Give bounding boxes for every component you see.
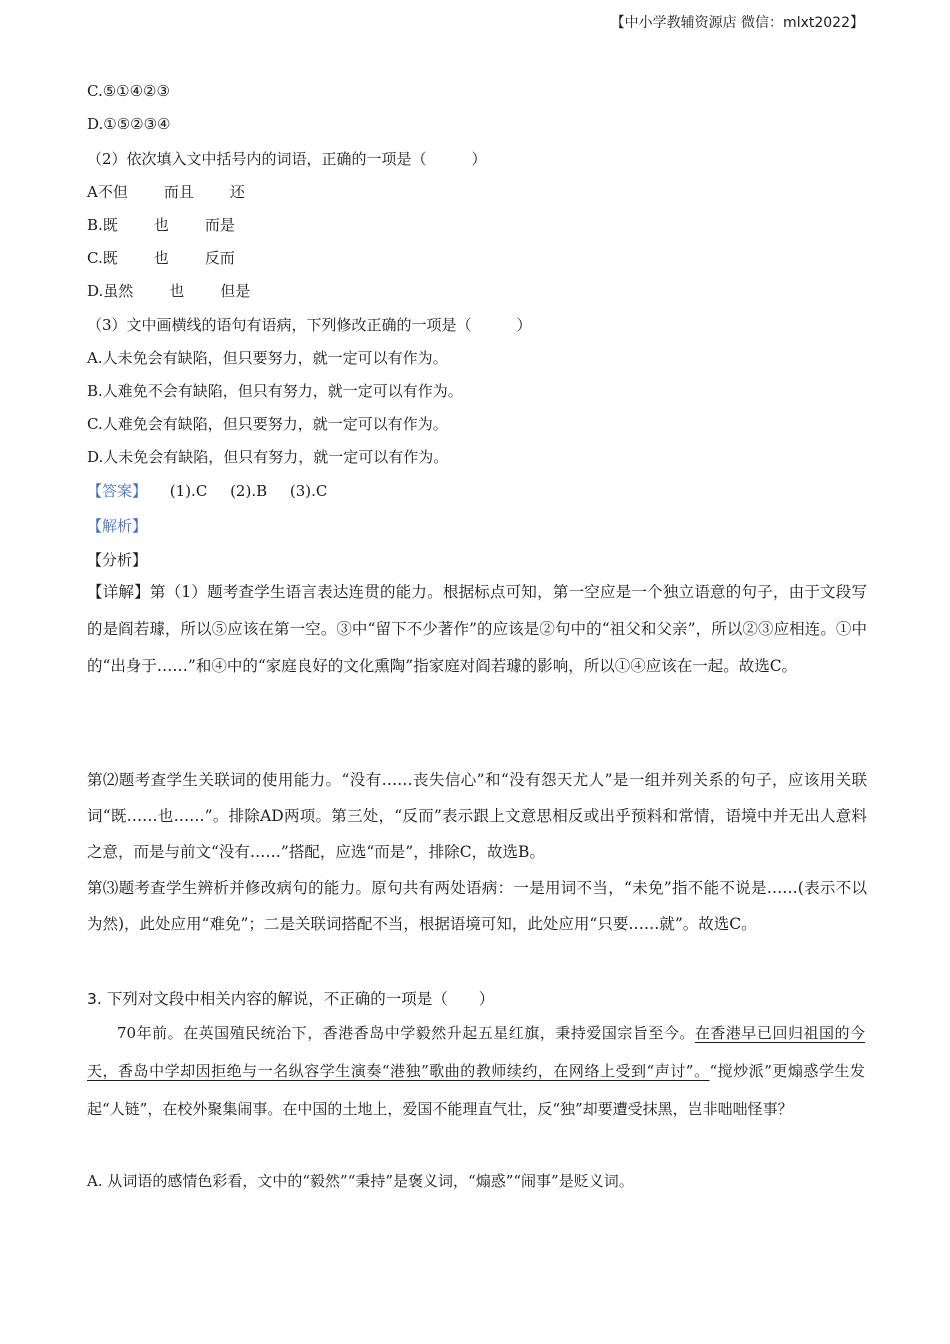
answer-value: (3).C: [289, 482, 328, 500]
detail-paragraph-1: 【详解】第（1）题考查学生语言表达连贯的能力。根据标点可知，第一空应是一个独立语意的句子，由于文段写的是阎若璩，所以⑤应该在第一空。③中“留下不少著作”的应该是②句中的“祖父和父亲”，所以②③应相连。①中的“出身于……”和④中的“家庭良好的文化熏陶”指家庭对阎若璩的影响，所以①④应该在一起。故选C。: [87, 583, 867, 675]
page-header: 【中小学教辅资源店 微信：mlxt2022】: [610, 15, 864, 31]
q1-option-c: C.⑤①④②③: [87, 82, 170, 100]
answer-label: 【答案】: [87, 482, 148, 500]
q3-option-a: A.人未免会有缺陷，但只要努力，就一定可以有作为。: [87, 349, 448, 367]
q1-option-d: D.①⑤②③④: [87, 115, 171, 133]
detail-paragraph-3: 第⑶题考查学生辨析并修改病句的能力。原句共有两处语病：一是用词不当，“未免”指不能不说是……(表示不以为然)，此处应用“难免”；二是关联词搭配不当，根据语境可知，此处应用“只要……就”。故选C。: [87, 879, 867, 933]
q2-stem: （2）依次填入文中括号内的词语，正确的一项是（ ）: [87, 150, 487, 168]
detail-paragraph-2: 第⑵题考查学生关联词的使用能力。“没有……丧失信心”和“没有怨天尤人”是一组并列关系的句子，应该用关联词“既……也……”。排除AD两项。第三处，“反而”表示跟上文意思相反或出乎预料和常情，语境中并无出人意料之意，而是与前文“没有……”搭配，应选“而是”，排除C，故选B。: [87, 771, 867, 861]
jiexi-label: 【解析】: [87, 517, 148, 535]
q2-option-b: B.既 也 而是: [87, 216, 235, 234]
answer-value: (1).C: [169, 482, 208, 500]
q2-option-d: D.虽然 也 但是: [87, 282, 251, 300]
passage-underlined-text: 在香港早已回归祖国的今天，香岛中学却因拒绝与一名纵容学生演奏“港独”歌曲的教师续约，在网络上受到“声讨”。: [87, 1024, 865, 1080]
q3-option-d: D.人未免会有缺陷，但只有努力，就一定可以有作为。: [87, 448, 449, 466]
q2-option-a: A不但 而且 还: [87, 183, 245, 201]
fenxi-label: 【分析】: [87, 551, 148, 569]
question-3-stem: 3. 下列对文段中相关内容的解说，不正确的一项是（ ）: [87, 990, 495, 1008]
passage-text: 70年前。在英国殖民统治下，香港香岛中学毅然升起五星红旗，秉持爱国宗旨至今。: [117, 1024, 695, 1042]
detail-label: 【详解】: [87, 583, 150, 601]
answer-value: (2).B: [230, 482, 268, 500]
q3-stem: （3）文中画横线的语句有语病，下列修改正确的一项是（ ）: [87, 316, 532, 334]
passage-text: “搅炒派”更煽惑学生发起“人链”，在校外聚集闹事。在中国的土地上，爱国不能理直气壮，反“独”却要遭受抹黑，岂非咄咄怪事？: [87, 1062, 865, 1118]
question-3-passage: [87, 1014, 865, 1128]
q3-option-b: B.人难免不会有缺陷，但只有努力，就一定可以有作为。: [87, 382, 463, 400]
question-3-option-a: A. 从词语的感情色彩看，文中的“毅然”“秉持”是褒义词，“煽惑”“闹事”是贬义词。: [87, 1172, 634, 1190]
q3-option-c: C.人难免会有缺陷，但只要努力，就一定可以有作为。: [87, 415, 448, 433]
answer-line: [87, 480, 327, 501]
q2-option-c: C.既 也 反而: [87, 249, 235, 267]
